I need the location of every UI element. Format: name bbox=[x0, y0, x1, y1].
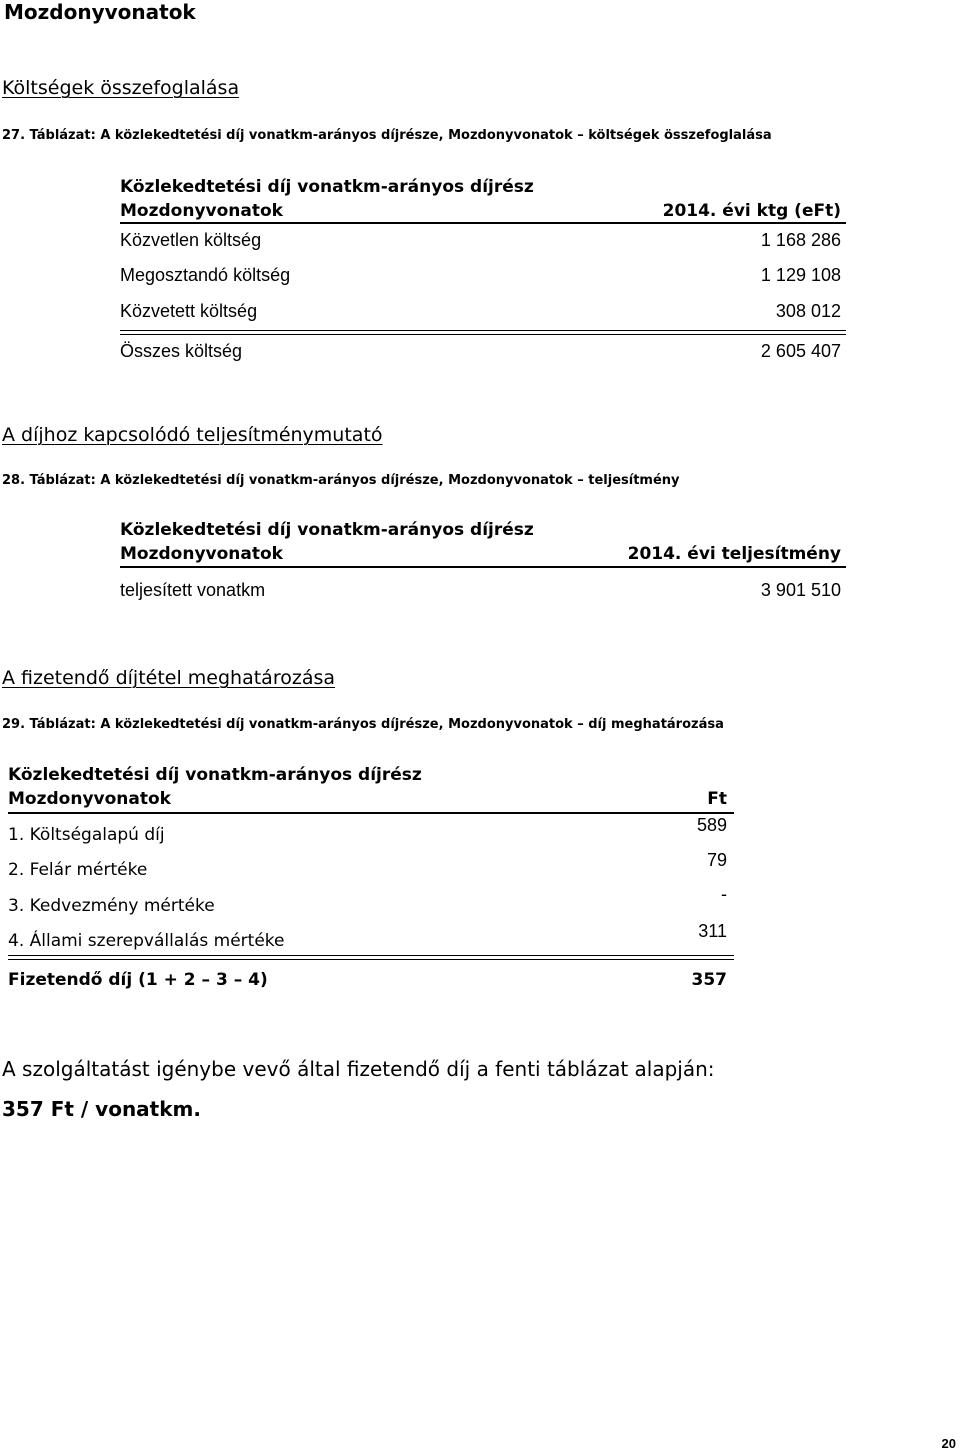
table-27-column-header: 2014. évi ktg (eFt) bbox=[662, 201, 841, 221]
table-28-row-label: teljesített vonatkm bbox=[120, 580, 266, 600]
table-29-total-label: Fizetendő díj (1 + 2 – 3 – 4) bbox=[8, 970, 268, 990]
table-27-header-line1: Közlekedtetési díj vonatkm-arányos díjrész bbox=[120, 177, 534, 197]
table-29-column-header: Ft bbox=[707, 789, 727, 809]
table-29-row-value: 79 bbox=[706, 850, 727, 870]
section-title-performance: A díjhoz kapcsolódó teljesítménymutató bbox=[2, 424, 383, 446]
table-29-total-value: 357 bbox=[691, 970, 727, 990]
table-29-row-value: 589 bbox=[696, 815, 727, 835]
table-29-header-rule bbox=[8, 812, 734, 814]
table-28-header-line1: Közlekedtetési díj vonatkm-arányos díjrész bbox=[120, 520, 534, 540]
table-27-total-label: Összes költség bbox=[120, 341, 243, 361]
table-27-total-value: 2 605 407 bbox=[760, 341, 841, 361]
table-29-total-rule bbox=[8, 955, 734, 960]
table-29-row-value: 311 bbox=[698, 921, 727, 941]
table-28-header-line2: Mozdonyvonatok bbox=[120, 544, 283, 564]
table-27-row-value: 1 129 108 bbox=[760, 265, 841, 285]
page-heading: Mozdonyvonatok bbox=[4, 0, 196, 24]
table-28-column-header: 2014. évi teljesítmény bbox=[627, 544, 841, 564]
conclusion-result: 357 Ft / vonatkm. bbox=[2, 1097, 201, 1121]
table-28-row-value: 3 901 510 bbox=[760, 580, 841, 600]
table-29-header-line2: Mozdonyvonatok bbox=[8, 789, 171, 809]
section-title-costs: Költségek összefoglalása bbox=[2, 77, 240, 99]
table-27-header-rule bbox=[120, 222, 846, 224]
table-29-row-label: 3. Kedvezmény mértéke bbox=[8, 896, 215, 916]
table-29-row-label: 1. Költségalapú díj bbox=[8, 825, 165, 845]
conclusion-text: A szolgáltatást igénybe vevő által fizetendő díj a fenti táblázat alapján: bbox=[2, 1057, 715, 1081]
table-28-caption: 28. Táblázat: A közlekedtetési díj vonatkm-arányos díjrésze, Mozdonyvonatok – teljesítmény bbox=[2, 473, 680, 488]
table-29-row-label: 2. Felár mértéke bbox=[8, 860, 148, 880]
table-27-row-label: Megosztandó költség bbox=[120, 265, 291, 285]
table-27-row-label: Közvetlen költség bbox=[120, 230, 262, 250]
table-29-row-value: - bbox=[721, 884, 727, 904]
table-28-header-rule bbox=[120, 566, 846, 568]
table-27-header-line2: Mozdonyvonatok bbox=[120, 201, 283, 221]
section-title-fee: A fizetendő díjtétel meghatározása bbox=[2, 667, 336, 689]
table-27-caption: 27. Táblázat: A közlekedtetési díj vonatkm-arányos díjrésze, Mozdonyvonatok – költségek összefoglalása bbox=[2, 128, 772, 143]
table-27-row-value: 1 168 286 bbox=[760, 230, 841, 250]
table-29-row-label: 4. Állami szerepvállalás mértéke bbox=[8, 931, 285, 951]
table-27-total-rule bbox=[120, 330, 846, 335]
page-number: 20 bbox=[941, 1436, 956, 1451]
table-27-row-label: Közvetett költség bbox=[120, 301, 258, 321]
table-27-row-value: 308 012 bbox=[775, 301, 841, 321]
table-29-header-line1: Közlekedtetési díj vonatkm-arányos díjrész bbox=[8, 765, 422, 785]
table-29-caption: 29. Táblázat: A közlekedtetési díj vonatkm-arányos díjrésze, Mozdonyvonatok – díj meghatározása bbox=[2, 717, 724, 732]
